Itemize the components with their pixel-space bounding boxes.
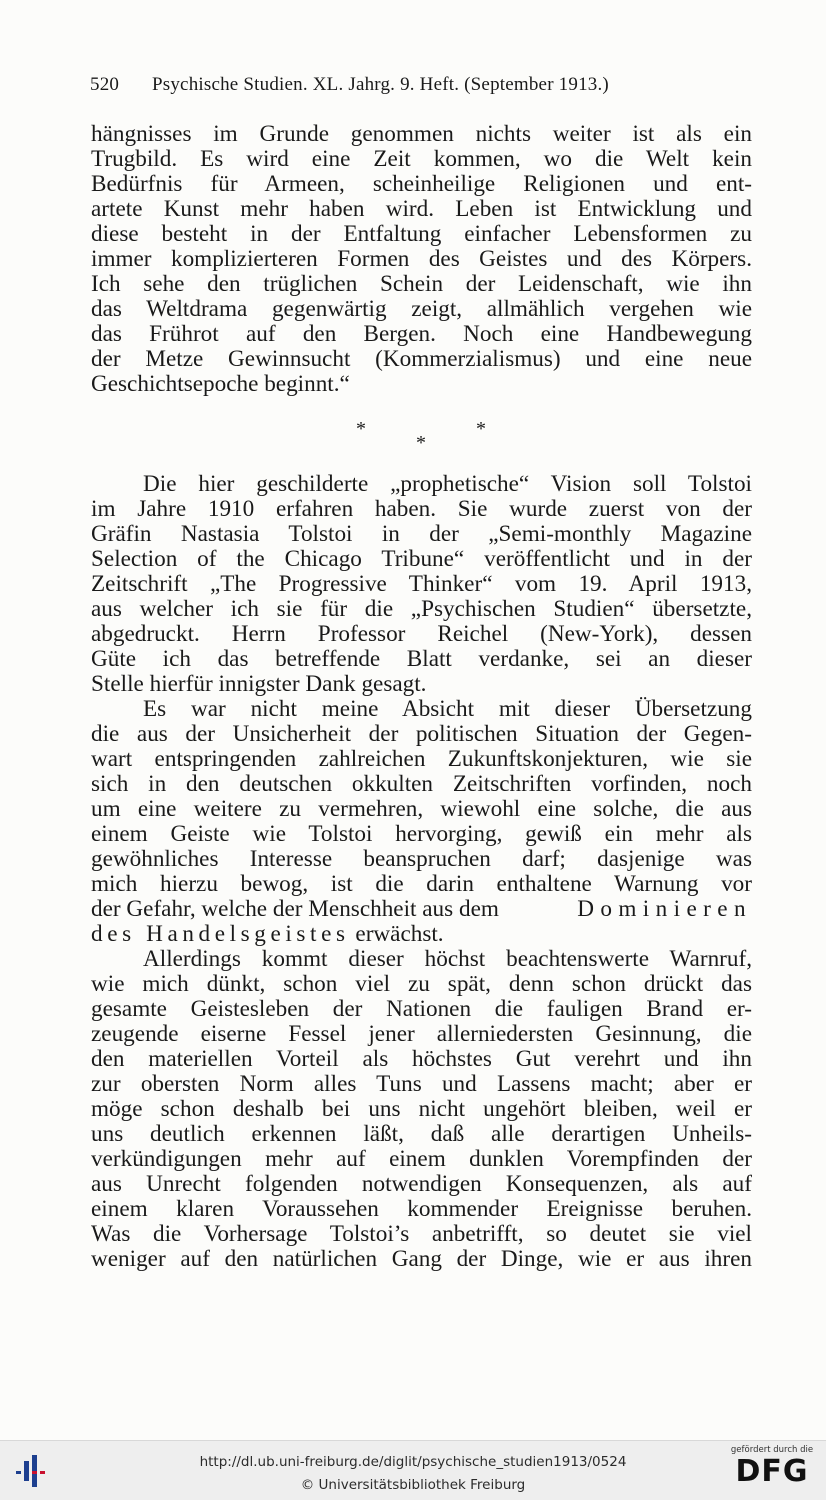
- text-line: wart entspringenden zahlreichen Zukunftskonjekturen, wie sie: [91, 746, 752, 772]
- viewer-footer: [0, 1440, 826, 1500]
- asterism-star: *: [356, 418, 366, 440]
- text-line: weniger auf den natürlichen Gang der Dinge, wie er aus ihren: [91, 1246, 752, 1272]
- text-line: um eine weitere zu vermehren, wiewohl eine solche, die aus: [91, 796, 752, 822]
- text-line: möge schon deshalb bei uns nicht ungehört bleiben, weil er: [91, 1096, 752, 1122]
- page-number: 520: [90, 74, 120, 95]
- text-line: mich hierzu bewog, ist die darin enthaltene Warnung vor: [91, 871, 752, 897]
- text-line: gesamte Geistesleben der Nationen die fauligen Brand er-: [91, 996, 752, 1022]
- text-line: Die hier geschilderte „prophetische“ Vision soll Tolstoi: [143, 471, 752, 497]
- paragraph-intention: [91, 697, 752, 947]
- text-line: Ich sehe den trüglichen Schein der Leidenschaft, wie ihn: [91, 271, 752, 297]
- text-line: aus welcher ich sie für die „Psychischen Studien“ übersetzte,: [91, 596, 752, 622]
- text-line: Allerdings kommt dieser höchst beachtenswerte Warnruf,: [143, 946, 752, 972]
- text-line: der Metze Gewinnsucht (Kommerzialismus) und eine neue: [91, 346, 752, 372]
- text-line: Geschichtsepoche beginnt.“: [91, 371, 350, 397]
- text-line: die aus der Unsicherheit der politischen Situation der Gegen-: [91, 721, 752, 747]
- dfg-wordmark: DFG: [735, 1454, 809, 1489]
- spaced-emphasis: des Handelsgeistes: [91, 921, 350, 947]
- text-line: Gräfin Nastasia Tolstoi in der „Semi-monthly Magazine: [91, 521, 752, 547]
- text-line: uns deutlich erkennen läßt, daß alle derartigen Unheils-: [91, 1121, 752, 1147]
- text-line: artete Kunst mehr haben wird. Leben ist Entwicklung und: [91, 196, 752, 222]
- text-line: zur obersten Norm alles Tuns und Lassens macht; aber er: [91, 1071, 752, 1097]
- text-line: [91, 897, 752, 922]
- asterism: [340, 418, 500, 458]
- copyright-notice: © Universitätsbibliothek Freiburg: [300, 1477, 526, 1493]
- asterism-star: *: [416, 432, 426, 454]
- text-line: Was die Vorhersage Tolstoi’s anbetrifft, so deutet sie viel: [91, 1221, 752, 1247]
- text-line: diese besteht in der Entfaltung einfacher Lebensformen zu: [91, 221, 752, 247]
- paragraph-quote-end: [91, 122, 752, 397]
- text-line: einem Geiste wie Tolstoi hervorging, gewiß ein mehr als: [91, 821, 752, 847]
- spaced-emphasis: Dominieren: [577, 896, 752, 922]
- running-head: [90, 74, 760, 96]
- text-line: Es war nicht meine Absicht mit dieser Übersetzung: [143, 696, 752, 722]
- paragraph-source: [91, 472, 752, 697]
- text-fragment: der Gefahr, welche der Menschheit aus dem: [91, 896, 499, 922]
- text-line: Bedürfnis für Armeen, scheinheilige Religionen und ent-: [91, 171, 752, 197]
- running-title: Psychische Studien. XL. Jahrg. 9. Heft. (September 1913.): [152, 74, 609, 95]
- text-line: aus Unrecht folgenden notwendigen Konsequenzen, als auf: [91, 1171, 752, 1197]
- paragraph-warning: [91, 947, 752, 1272]
- text-line: zeugende eiserne Fessel jener allerniedersten Gesinnung, die: [91, 1021, 752, 1047]
- text-line: hängnisses im Grunde genommen nichts weiter ist als ein: [91, 121, 752, 147]
- text-line: einem klaren Voraussehen kommender Ereignisse beruhen.: [91, 1196, 752, 1222]
- text-line: im Jahre 1910 erfahren haben. Sie wurde zuerst von der: [91, 496, 752, 522]
- text-line: den materiellen Vorteil als höchstes Gut verehrt und ihn: [91, 1046, 752, 1072]
- permalink-url[interactable]: http://dl.ub.uni-freiburg.de/diglit/psychische_studien1913/0524: [199, 1454, 627, 1470]
- text-line: das Weltdrama gegenwärtig zeigt, allmählich vergehen wie: [91, 296, 752, 322]
- asterism-star: *: [476, 418, 486, 440]
- dfg-logo[interactable]: [726, 1445, 818, 1495]
- text-line: sich in den deutschen okkulten Zeitschriften vorfinden, noch: [91, 771, 752, 797]
- text-line: immer komplizierteren Formen des Geistes und des Körpers.: [91, 246, 752, 272]
- text-fragment: erwächst.: [355, 921, 444, 947]
- text-line: Trugbild. Es wird eine Zeit kommen, wo die Welt kein: [91, 146, 752, 172]
- text-line: abgedruckt. Herrn Professor Reichel (New-York), dessen: [91, 621, 752, 647]
- text-line: das Frührot auf den Bergen. Noch eine Handbewegung: [91, 321, 752, 347]
- dfg-caption: gefördert durch die: [730, 1445, 814, 1455]
- text-line: [91, 922, 752, 947]
- text-line: Stelle hierfür innigster Dank gesagt.: [91, 671, 427, 697]
- text-line: Selection of the Chicago Tribune“ veröffentlicht und in der: [91, 546, 752, 572]
- text-line: gewöhnliches Interesse beanspruchen darf; dasjenige was: [91, 846, 752, 872]
- text-line: Zeitschrift „The Progressive Thinker“ vom 19. April 1913,: [91, 571, 752, 597]
- text-line: wie mich dünkt, schon viel zu spät, denn schon drückt das: [91, 971, 752, 997]
- text-line: verkündigungen mehr auf einem dunklen Vorempfinden der: [91, 1146, 752, 1172]
- text-line: Güte ich das betreffende Blatt verdanke, sei an dieser: [91, 646, 752, 672]
